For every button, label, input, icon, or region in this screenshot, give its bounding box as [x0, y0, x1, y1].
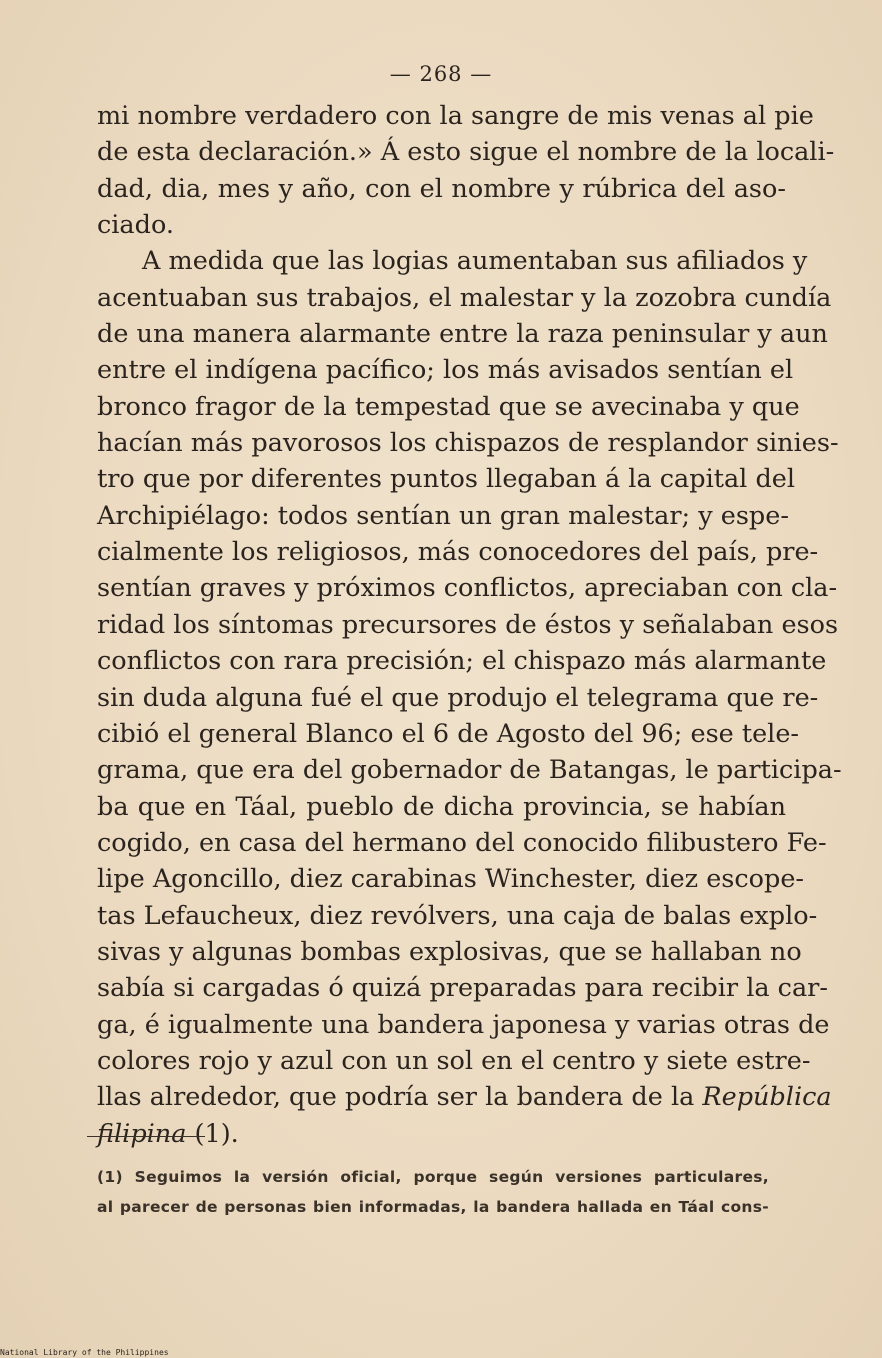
text-line: sentían graves y próximos conflictos, apreciaban con cla- — [97, 573, 838, 604]
text-line: tro que por diferentes puntos llegaban á la capital del — [97, 464, 796, 495]
text-line: dad, dia, mes y año, con el nombre y rúbrica del aso- — [97, 173, 786, 204]
text-line: ridad los síntomas precursores de éstos y señalaban esos — [97, 609, 839, 640]
body-text — [97, 98, 842, 1152]
closing-line — [97, 1116, 786, 1152]
text-line: ga, é igualmente una bandera japonesa y varias otras de — [97, 1009, 830, 1040]
library-watermark: National Library of the Philippines — [0, 1348, 169, 1357]
page-number: — 268 — — [389, 62, 493, 86]
text-line: ba que en Táal, pueblo de dicha provincia, se habían — [97, 791, 786, 822]
paragraph-start-line: A medida que las logias aumentaban sus afiliados y — [142, 246, 808, 277]
text-line-with-italic — [97, 1079, 832, 1115]
text-line: sivas y algunas bombas explosivas, que se hallaban no — [97, 936, 802, 967]
text-line: mi nombre verdadero con la sangre de mis venas al pie — [97, 101, 814, 131]
text-line: cialmente los religiosos, más conocedores del país, pre- — [97, 537, 819, 568]
text-line: entre el indígena pacífico; los más avisados sentían el — [97, 355, 794, 386]
text-line: lipe Agoncillo, diez carabinas Winchester, diez escope- — [97, 864, 805, 895]
text-line: bronco fragor de la tempestad que se avecinaba y que — [97, 391, 800, 422]
italic-word: República — [702, 1082, 832, 1113]
text-line: de esta declaración.» Á esto sigue el nombre de la locali- — [97, 137, 835, 168]
footnote-divider — [87, 1136, 205, 1137]
text-line: sabía si cargadas ó quizá preparadas para recibir la car- — [97, 973, 828, 1004]
text-line: cibió el general Blanco el 6 de Agosto del 96; ese tele- — [97, 718, 800, 749]
text-segment: llas alrededor, que podría ser la bandera de la — [97, 1082, 695, 1113]
text-line: conflictos con rara precisión; el chispazo más alarmante — [97, 646, 827, 677]
italic-word: filipina — [97, 1118, 187, 1149]
footnote-line: (1) Seguimos la versión oficial, porque según versiones particulares, — [97, 1168, 769, 1186]
footnote-line: al parecer de personas bien informadas, la bandera hallada en Táal cons- — [97, 1198, 769, 1216]
text-line: hacían más pavorosos los chispazos de resplandor sinies- — [97, 428, 839, 459]
text-line: sin duda alguna fué el que produjo el telegrama que re- — [97, 682, 819, 713]
text-line: de una manera alarmante entre la raza peninsular y aun — [97, 319, 828, 350]
text-line: cogido, en casa del hermano del conocido filibustero Fe- — [97, 827, 827, 858]
text-line: acentuaban sus trabajos, el malestar y la zozobra cundía — [97, 282, 832, 313]
text-line: tas Lefaucheux, diez revólvers, una caja de balas explo- — [97, 900, 818, 931]
text-line: Archipiélago: todos sentían un gran malestar; y espe- — [97, 500, 789, 531]
text-line: ciado. — [97, 210, 174, 241]
text-line: colores rojo y azul con un sol en el centro y siete estre- — [97, 1045, 811, 1076]
text-line: grama, que era del gobernador de Batangas, le participa- — [97, 755, 842, 786]
footnote-block — [97, 1162, 769, 1222]
footnote-reference: (1). — [186, 1118, 239, 1149]
